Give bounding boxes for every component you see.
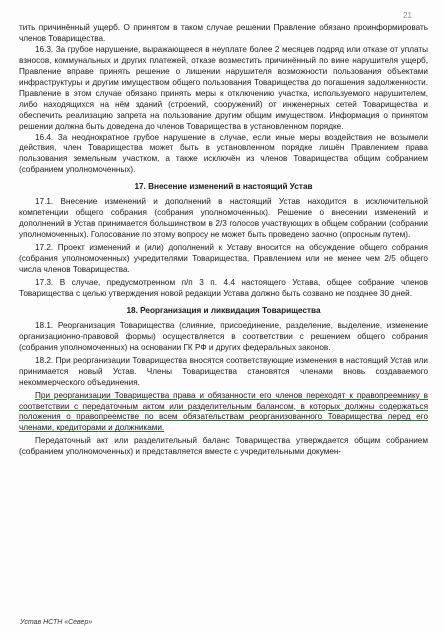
paragraph: тить причинённый ущерб. О принятом в таком случае решении Правление обязано проинформировать членов Товарищества. [19, 23, 428, 43]
paragraph-17-1: 17.1. Внесение изменений и дополнений в настоящий Устав находится в исключительной компетенции общего собрания (собрания уполномоченных). Решение о внесении изменений и дополнений в Устав принимается большинством в 2/3 голосов участвующих в общем собрании (собрании уполномоченных). Голосование по этому вопросу не может быть проведено заочно (опросным путем). [19, 197, 428, 240]
page-body [19, 23, 428, 458]
paragraph-reorganization: При реорганизации Товарищества права и обязанности его членов переходят к правопреемнику в соответствии с передаточным актом или разделительным балансом, в которых должны содержаться положения о правопреемстве по всем обязательствам реорганизованного Товарищества перед его членами, кредиторами и должниками. [19, 390, 428, 433]
paragraph-17-2: 17.2. Проект изменений и (или) дополнений к Уставу вносится на обсуждение общего собрания (собрания уполномоченных) учредителями Товарищества, Правлением или не менее чем 2/5 общего числа членов Товарищества. [19, 243, 428, 275]
paragraph-18-1: 18.1. Реорганизация Товарищества (слияние, присоединение, разделение, выделение, изменение организационно-правовой формы) осуществляется в соответствии с решением общего собрания (собрания уполномоченных) на основании ГК РФ и других федеральных законов. [19, 320, 428, 352]
paragraph-17-3: 17.3. В случае, предусмотренном п/п 3 п. 4.4 настоящего Устава, общее собрание членов Товарищества с целью утверждения новой редакции Устава должно быть созвано не позднее 30 дней. [19, 277, 428, 298]
paragraph-transfer-act: Передаточный акт или разделительный баланс Товарищества утверждается общим собранием (собранием уполномоченных) и представляется вместе с учредительными докумен- [19, 436, 428, 457]
page-number: 21 [403, 11, 412, 20]
paragraph-16-3: 16.3. За грубое нарушение, выражающееся в неуплате более 2 месяцев подряд или отказе от уплаты взносов, коммунальных и других платежей, отказе возместить причинённый по вине нарушителя ущерб, Правление вправе принять решение о лишении нарушителя возможности пользования объектами инфраструктуры и другим имуществом общего пользования Товарищества до погашения задолженности. Правление в этом случае обязано принять меры к отключению участка, используемого нарушителем, либо находящихся на нём зданий (строений, сооружений) от инженерных сетей Товарищества и обеспечить реализацию запрета на пользование другим общим имуществом. Информация о принятом решении должна быть доведена до членов Товарищества в установленном порядке. [19, 44, 428, 131]
footer-doc-title: Устав НСТН «Север» [20, 619, 93, 626]
paragraph-16-4: 16.4. За неоднократное грубое нарушение в случае, если иные меры воздействия не возымели действия, член Товарищества может быть в установленном порядке лишён Правлением права пользования земельным участком, а также исключён из членов Товарищества общим собранием (собранием уполномоченных). [19, 132, 428, 175]
section-18-heading: 18. Реорганизация и ликвидация Товарищества [126, 305, 321, 315]
section-17-heading: 17. Внесение изменений в настоящий Устав [134, 182, 313, 192]
paragraph-18-2: 18.2. При реорганизации Товарищества вносятся соответствующие изменения в настоящий Устав или принимается новый Устав. Члены Товарищества становятся членами вновь создаваемого некоммерческого объединения. [19, 355, 428, 387]
